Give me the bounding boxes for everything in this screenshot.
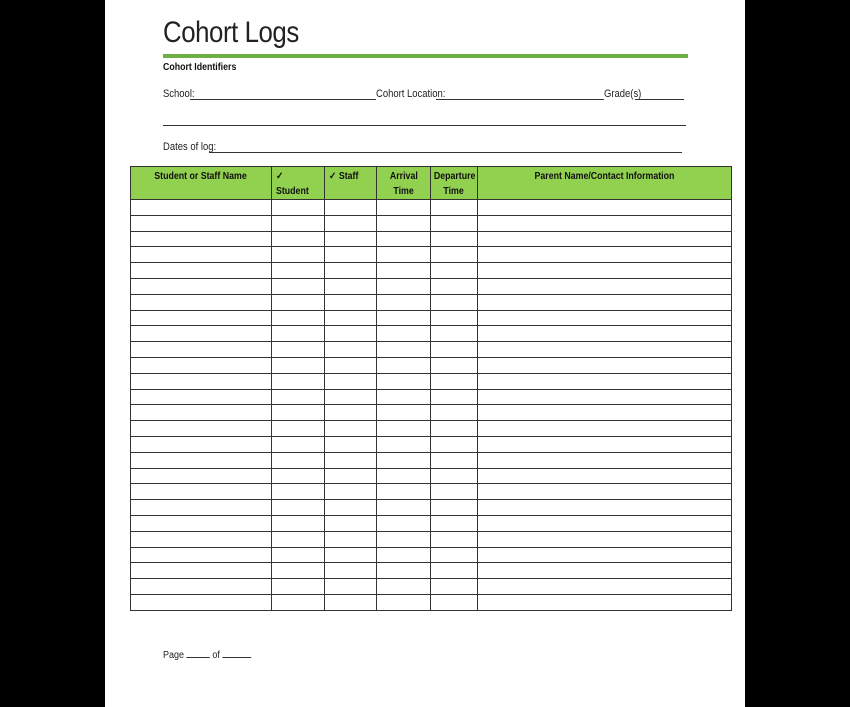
contact-info-cell[interactable] [478, 231, 732, 247]
staff-check-cell[interactable] [325, 531, 377, 547]
departure-time-cell[interactable] [431, 278, 478, 294]
departure-time-cell[interactable] [431, 294, 478, 310]
departure-time-cell[interactable] [431, 342, 478, 358]
dates-of-log-label: Dates of log: [163, 141, 217, 153]
name-cell[interactable] [131, 278, 272, 294]
arrival-time-cell[interactable] [377, 357, 431, 373]
page-footer [163, 650, 251, 661]
student-check-cell[interactable] [272, 278, 325, 294]
departure-time-cell[interactable] [431, 563, 478, 579]
departure-time-cell[interactable] [431, 405, 478, 421]
student-check-cell[interactable] [272, 515, 325, 531]
page-title: Cohort Logs [163, 16, 299, 49]
student-check-cell[interactable] [272, 547, 325, 563]
table-row [131, 231, 732, 247]
table-row [131, 278, 732, 294]
table-row [131, 263, 732, 279]
arrival-time-cell[interactable] [377, 278, 431, 294]
student-check-cell[interactable] [272, 563, 325, 579]
staff-check-cell[interactable] [325, 421, 377, 437]
student-check-cell[interactable] [272, 247, 325, 263]
contact-info-cell[interactable] [478, 294, 732, 310]
name-cell[interactable] [131, 436, 272, 452]
student-check-cell[interactable] [272, 531, 325, 547]
header-student: ✓ Student [272, 167, 325, 200]
header-arrival-time: Arrival Time [377, 167, 431, 200]
name-cell[interactable] [131, 247, 272, 263]
cohort-location-label: Cohort Location: [376, 88, 446, 100]
name-cell[interactable] [131, 389, 272, 405]
contact-info-cell[interactable] [478, 263, 732, 279]
departure-time-cell[interactable] [431, 247, 478, 263]
table-row [131, 200, 732, 216]
departure-time-cell[interactable] [431, 594, 478, 610]
arrival-time-cell[interactable] [377, 515, 431, 531]
table-row [131, 357, 732, 373]
arrival-time-cell[interactable] [377, 200, 431, 216]
name-cell[interactable] [131, 215, 272, 231]
contact-info-cell[interactable] [478, 531, 732, 547]
contact-info-cell[interactable] [478, 200, 732, 216]
departure-time-cell[interactable] [431, 468, 478, 484]
table-header-row [131, 167, 732, 200]
departure-time-cell[interactable] [431, 484, 478, 500]
name-cell[interactable] [131, 357, 272, 373]
school-label: School: [163, 88, 195, 100]
name-cell[interactable] [131, 500, 272, 516]
arrival-time-cell[interactable] [377, 231, 431, 247]
departure-time-cell[interactable] [431, 389, 478, 405]
arrival-time-cell[interactable] [377, 405, 431, 421]
departure-time-cell[interactable] [431, 452, 478, 468]
student-check-cell[interactable] [272, 436, 325, 452]
contact-info-cell[interactable] [478, 342, 732, 358]
name-cell[interactable] [131, 373, 272, 389]
student-check-cell[interactable] [272, 405, 325, 421]
staff-check-cell[interactable] [325, 436, 377, 452]
staff-check-cell[interactable] [325, 342, 377, 358]
document-page [105, 0, 745, 707]
table-row [131, 531, 732, 547]
table-row [131, 421, 732, 437]
contact-info-cell[interactable] [478, 310, 732, 326]
name-cell[interactable] [131, 342, 272, 358]
header-contact: Parent Name/Contact Information [478, 167, 732, 200]
staff-check-cell[interactable] [325, 263, 377, 279]
staff-check-cell[interactable] [325, 515, 377, 531]
name-cell[interactable] [131, 531, 272, 547]
staff-check-cell[interactable] [325, 294, 377, 310]
staff-check-cell[interactable] [325, 563, 377, 579]
table-row [131, 373, 732, 389]
name-cell[interactable] [131, 468, 272, 484]
name-cell[interactable] [131, 594, 272, 610]
departure-time-cell[interactable] [431, 231, 478, 247]
staff-check-cell[interactable] [325, 215, 377, 231]
name-cell[interactable] [131, 579, 272, 595]
table-row [131, 405, 732, 421]
arrival-time-cell[interactable] [377, 310, 431, 326]
contact-info-cell[interactable] [478, 278, 732, 294]
page-label: Page [163, 650, 185, 661]
arrival-time-cell[interactable] [377, 484, 431, 500]
name-cell[interactable] [131, 294, 272, 310]
table-row [131, 310, 732, 326]
departure-time-cell[interactable] [431, 373, 478, 389]
grades-field[interactable] [635, 99, 684, 100]
student-check-cell[interactable] [272, 500, 325, 516]
departure-time-cell[interactable] [431, 263, 478, 279]
student-check-cell[interactable] [272, 373, 325, 389]
departure-time-cell[interactable] [431, 310, 478, 326]
name-cell[interactable] [131, 263, 272, 279]
grades-label: Grade(s) [604, 88, 642, 100]
arrival-time-cell[interactable] [377, 294, 431, 310]
staff-check-cell[interactable] [325, 247, 377, 263]
arrival-time-cell[interactable] [377, 563, 431, 579]
staff-check-cell[interactable] [325, 373, 377, 389]
staff-check-cell[interactable] [325, 547, 377, 563]
school-field[interactable] [190, 99, 376, 100]
arrival-time-cell[interactable] [377, 421, 431, 437]
staff-check-cell[interactable] [325, 231, 377, 247]
staff-check-cell[interactable] [325, 405, 377, 421]
of-label: of [212, 650, 220, 661]
arrival-time-cell[interactable] [377, 389, 431, 405]
student-check-cell[interactable] [272, 594, 325, 610]
departure-time-cell[interactable] [431, 436, 478, 452]
table-row [131, 515, 732, 531]
student-check-cell[interactable] [272, 215, 325, 231]
departure-time-cell[interactable] [431, 500, 478, 516]
arrival-time-cell[interactable] [377, 247, 431, 263]
contact-info-cell[interactable] [478, 547, 732, 563]
name-cell[interactable] [131, 547, 272, 563]
departure-time-cell[interactable] [431, 547, 478, 563]
header-departure-time: Departure Time [431, 167, 478, 200]
arrival-time-cell[interactable] [377, 500, 431, 516]
page-number-field[interactable] [187, 657, 210, 658]
arrival-time-cell[interactable] [377, 468, 431, 484]
table-row [131, 468, 732, 484]
name-cell[interactable] [131, 231, 272, 247]
student-check-cell[interactable] [272, 200, 325, 216]
staff-check-cell[interactable] [325, 357, 377, 373]
contact-info-cell[interactable] [478, 215, 732, 231]
contact-info-cell[interactable] [478, 436, 732, 452]
arrival-time-cell[interactable] [377, 263, 431, 279]
contact-info-cell[interactable] [478, 579, 732, 595]
departure-time-cell[interactable] [431, 357, 478, 373]
departure-time-cell[interactable] [431, 515, 478, 531]
staff-check-cell[interactable] [325, 452, 377, 468]
student-check-cell[interactable] [272, 231, 325, 247]
student-check-cell[interactable] [272, 484, 325, 500]
name-cell[interactable] [131, 563, 272, 579]
table-row [131, 342, 732, 358]
contact-info-cell[interactable] [478, 389, 732, 405]
table-row [131, 247, 732, 263]
header-name: Student or Staff Name [131, 167, 272, 200]
arrival-time-cell[interactable] [377, 326, 431, 342]
page-total-field[interactable] [222, 657, 251, 658]
arrival-time-cell[interactable] [377, 215, 431, 231]
staff-check-cell[interactable] [325, 278, 377, 294]
section-subtitle: Cohort Identifiers [163, 62, 237, 73]
table-row [131, 436, 732, 452]
contact-info-cell[interactable] [478, 357, 732, 373]
contact-info-cell[interactable] [478, 326, 732, 342]
contact-info-cell[interactable] [478, 500, 732, 516]
header-staff: ✓ Staff [325, 167, 377, 200]
contact-info-cell[interactable] [478, 421, 732, 437]
table-row [131, 563, 732, 579]
arrival-time-cell[interactable] [377, 594, 431, 610]
name-cell[interactable] [131, 452, 272, 468]
name-cell[interactable] [131, 515, 272, 531]
name-cell[interactable] [131, 405, 272, 421]
table-row [131, 500, 732, 516]
contact-info-cell[interactable] [478, 468, 732, 484]
arrival-time-cell[interactable] [377, 436, 431, 452]
student-check-cell[interactable] [272, 310, 325, 326]
staff-check-cell[interactable] [325, 389, 377, 405]
student-check-cell[interactable] [272, 389, 325, 405]
name-cell[interactable] [131, 421, 272, 437]
name-cell[interactable] [131, 310, 272, 326]
staff-check-cell[interactable] [325, 594, 377, 610]
title-rule [163, 54, 688, 58]
staff-check-cell[interactable] [325, 579, 377, 595]
arrival-time-cell[interactable] [377, 342, 431, 358]
contact-info-cell[interactable] [478, 247, 732, 263]
staff-check-cell[interactable] [325, 200, 377, 216]
staff-check-cell[interactable] [325, 310, 377, 326]
departure-time-cell[interactable] [431, 531, 478, 547]
table-row [131, 452, 732, 468]
staff-check-cell[interactable] [325, 500, 377, 516]
contact-info-cell[interactable] [478, 515, 732, 531]
cohort-location-field[interactable] [436, 99, 604, 100]
contact-info-cell[interactable] [478, 594, 732, 610]
arrival-time-cell[interactable] [377, 373, 431, 389]
student-check-cell[interactable] [272, 326, 325, 342]
table-row [131, 294, 732, 310]
departure-time-cell[interactable] [431, 579, 478, 595]
arrival-time-cell[interactable] [377, 547, 431, 563]
student-check-cell[interactable] [272, 468, 325, 484]
contact-info-cell[interactable] [478, 405, 732, 421]
arrival-time-cell[interactable] [377, 531, 431, 547]
student-check-cell[interactable] [272, 342, 325, 358]
arrival-time-cell[interactable] [377, 452, 431, 468]
table-row [131, 389, 732, 405]
departure-time-cell[interactable] [431, 215, 478, 231]
blank-line[interactable] [163, 125, 686, 126]
contact-info-cell[interactable] [478, 563, 732, 579]
contact-info-cell[interactable] [478, 452, 732, 468]
arrival-time-cell[interactable] [377, 579, 431, 595]
table-row [131, 215, 732, 231]
contact-info-cell[interactable] [478, 373, 732, 389]
student-check-cell[interactable] [272, 263, 325, 279]
departure-time-cell[interactable] [431, 421, 478, 437]
staff-check-cell[interactable] [325, 326, 377, 342]
student-check-cell[interactable] [272, 452, 325, 468]
departure-time-cell[interactable] [431, 326, 478, 342]
contact-info-cell[interactable] [478, 484, 732, 500]
staff-check-cell[interactable] [325, 468, 377, 484]
table-body [131, 200, 732, 611]
dates-of-log-field[interactable] [209, 152, 682, 153]
student-check-cell[interactable] [272, 579, 325, 595]
table-row [131, 547, 732, 563]
name-cell[interactable] [131, 484, 272, 500]
student-check-cell[interactable] [272, 357, 325, 373]
table-row [131, 326, 732, 342]
name-cell[interactable] [131, 200, 272, 216]
staff-check-cell[interactable] [325, 484, 377, 500]
table-row [131, 579, 732, 595]
student-check-cell[interactable] [272, 421, 325, 437]
cohort-log-table [130, 166, 732, 611]
student-check-cell[interactable] [272, 294, 325, 310]
table-row [131, 484, 732, 500]
departure-time-cell[interactable] [431, 200, 478, 216]
table-row [131, 594, 732, 610]
name-cell[interactable] [131, 326, 272, 342]
